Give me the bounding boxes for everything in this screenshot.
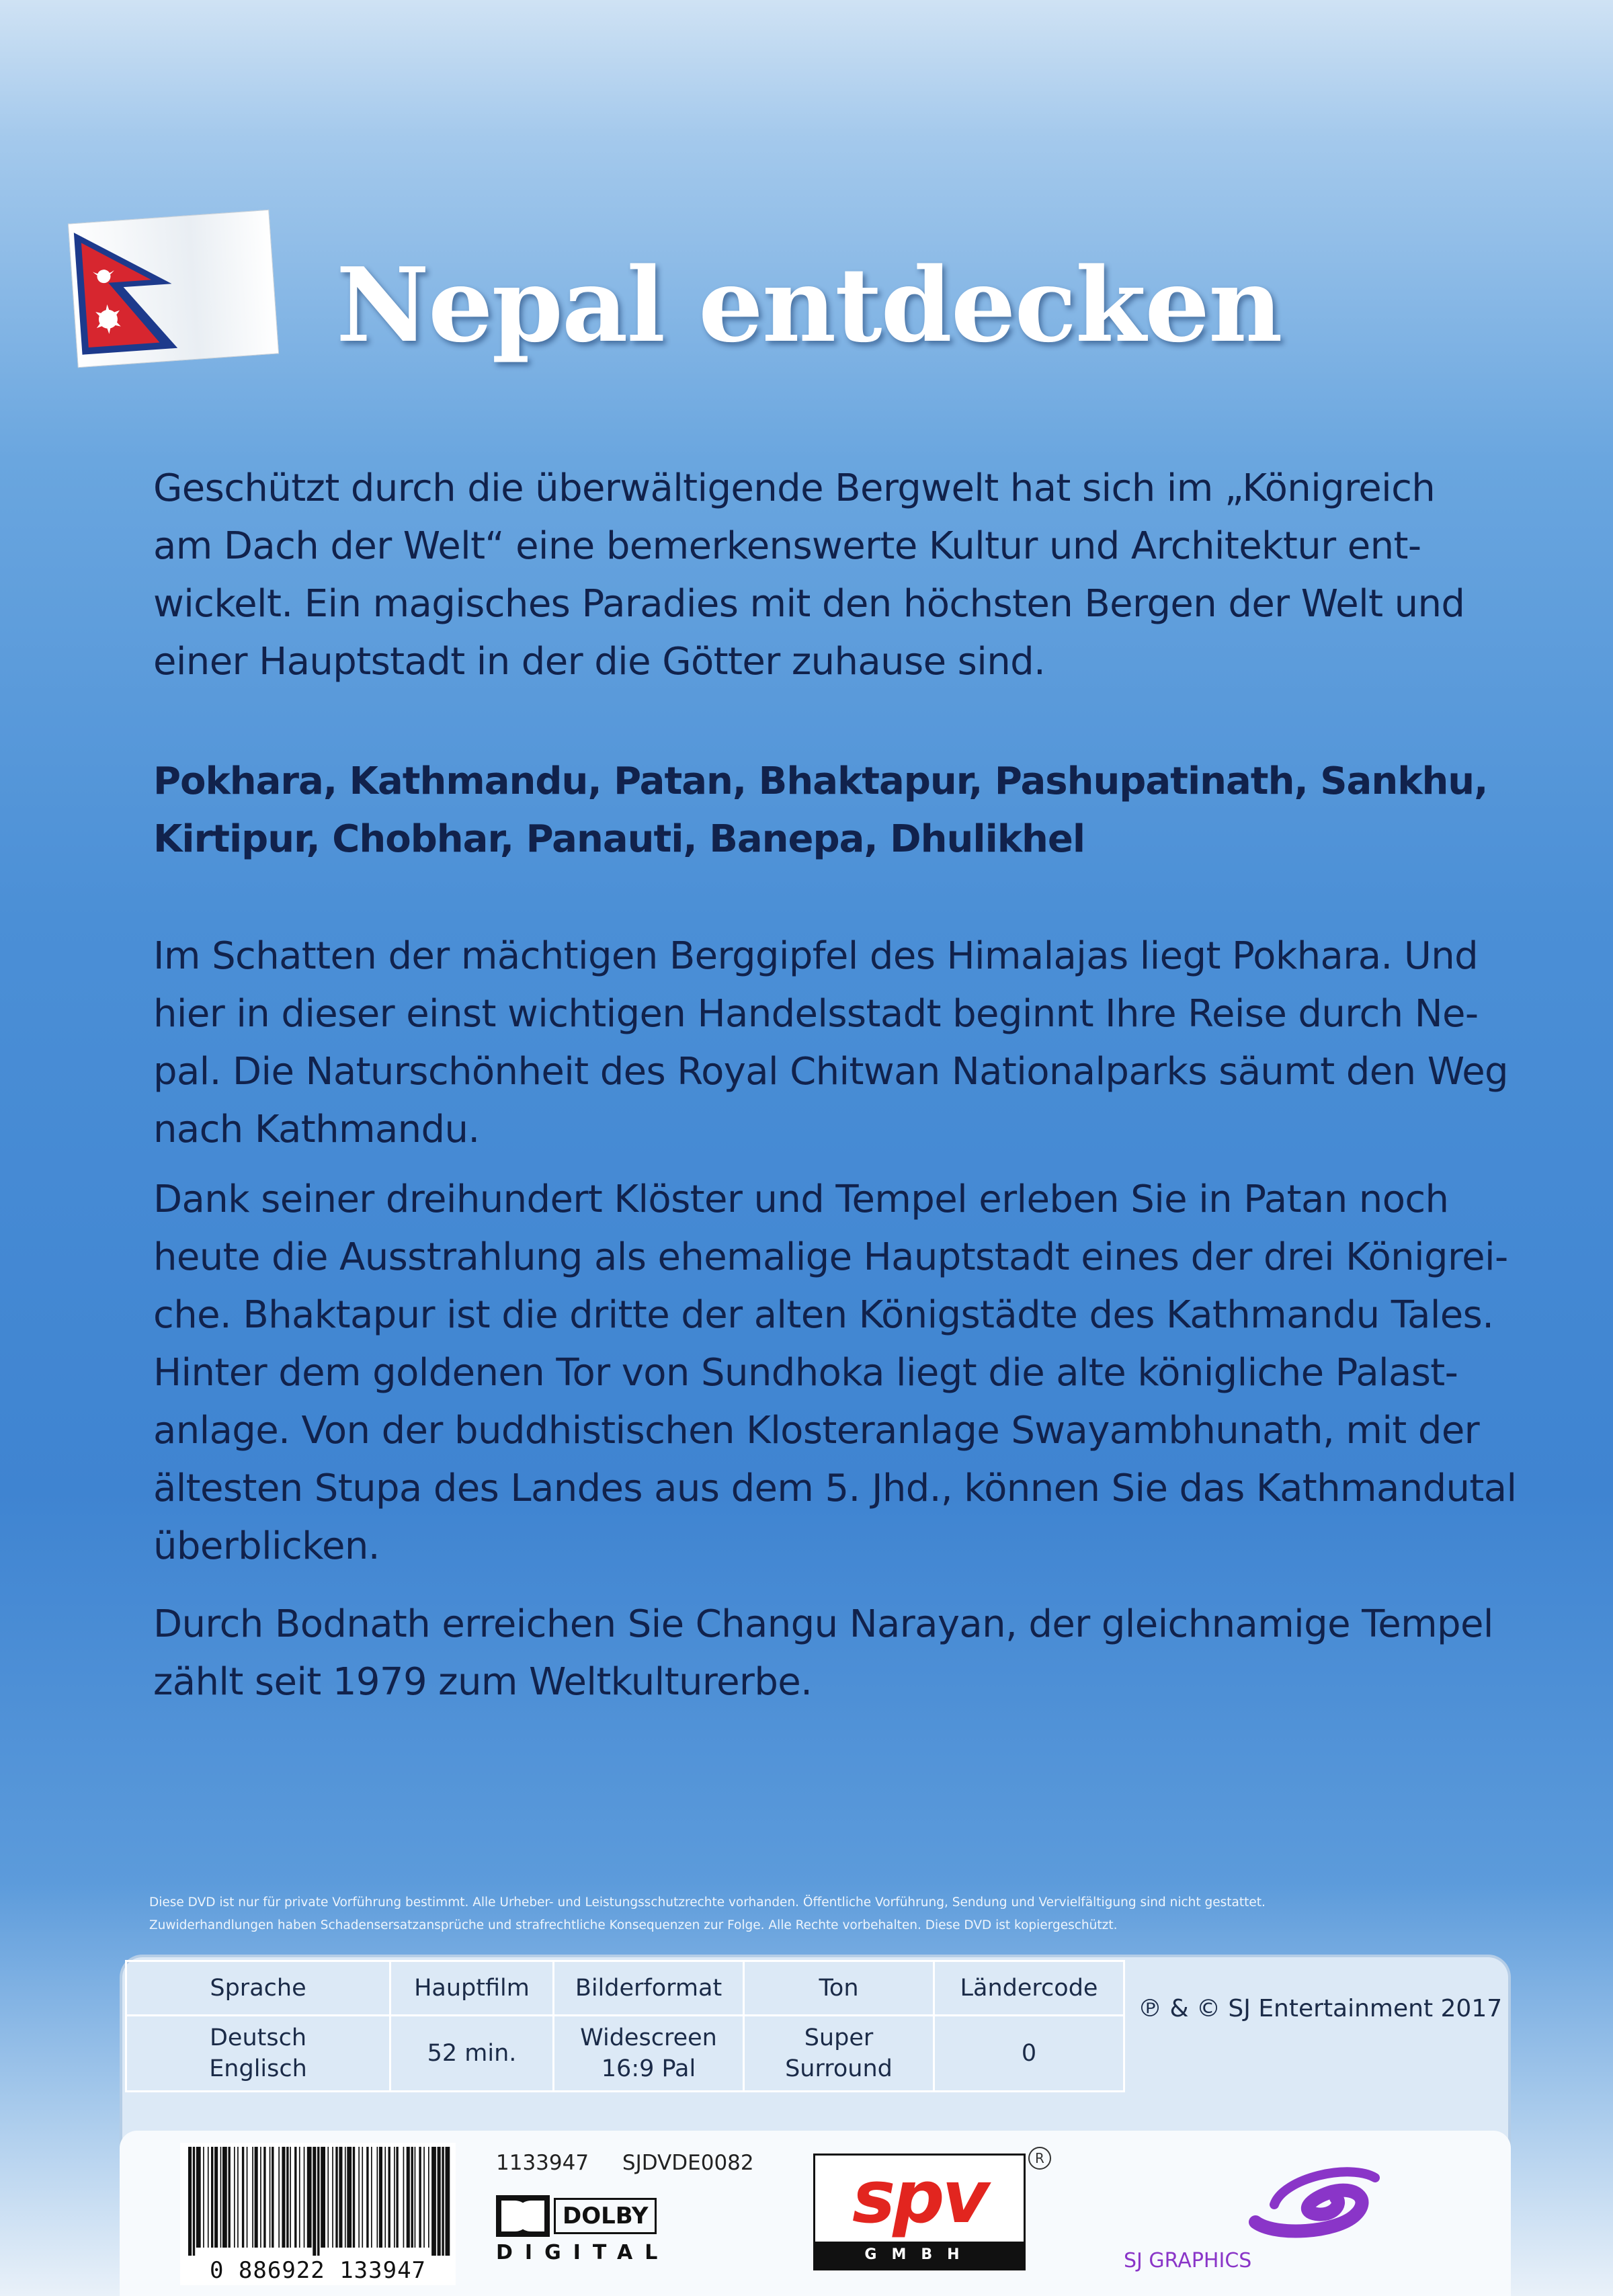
barcode-bar [252,2147,253,2248]
barcode-bar [419,2147,421,2248]
barcode-bar [428,2147,429,2248]
sj-graphics-logo-icon [1235,2158,1390,2245]
sj-graphics-label: SJ GRAPHICS [1124,2249,1252,2272]
barcode-bar [304,2147,305,2248]
barcode-bar [313,2147,316,2256]
body-paragraph-1: Im Schatten der mächtigen Berggipfel des Himalajas liegt Pokhara. Und hier in dieser einst wichtigen Handelsstadt beginnt Ihre Reise durch Ne- pal. Die Naturschönheit des Royal Chitwan Nationalparks säumt den Weg nach Kathmandu. [153,934,1508,1151]
copyright-notice: ℗ & © SJ Entertainment 2017 [1138,1995,1503,2022]
barcode-bar [396,2147,398,2248]
barcode-bar [229,2147,231,2248]
barcode-bar [234,2147,235,2248]
barcode-bar [347,2147,351,2248]
nepal-flag-icon [68,210,279,368]
intro-paragraph: Geschützt durch die überwältigende Bergwelt hat sich im „Königreich am Dach der Welt“ eine bemerkenswerte Kultur und Architektur ent- wickelt. Ein magisches Paradies mit den höchsten Bergen der Welt und einer Hauptstadt in der die Götter zuhause sind. [153,466,1465,684]
barcode-bar [290,2147,291,2248]
barcode-bar [371,2147,372,2248]
barcode-bar [282,2147,285,2248]
barcode-bar [327,2147,329,2248]
spec-header-language: Sprache [126,1961,390,2016]
spec-header-format: Bilderformat [554,1961,744,2016]
dolby-digital-label: DIGITAL [496,2241,670,2264]
body-paragraph-3: Durch Bodnath erreichen Sie Changu Narayan, der gleichnamige Tempel zählt seit 1979 zum Weltkulturerbe. [153,1602,1493,1704]
spv-logo-icon [813,2154,1026,2270]
registered-mark: R [1028,2147,1051,2170]
barcode-bar [403,2147,405,2248]
catalog-number: 1133947 SJDVDE0082 [496,2151,754,2175]
barcode-bar [188,2147,192,2256]
barcode-bar [394,2147,395,2248]
barcode-bar [247,2147,248,2248]
barcode-bar [294,2147,296,2248]
barcode-bar [278,2147,280,2248]
spec-header-region: Ländercode [934,1961,1124,2016]
barcode-bar [438,2147,441,2256]
barcode-bar [332,2147,333,2248]
dolby-logo-icon [496,2195,550,2237]
barcode [180,2143,456,2285]
barcode-bar [203,2147,204,2248]
spv-wordmark: spv [852,2156,987,2240]
barcode-bar [270,2147,271,2248]
barcode-bar [286,2147,288,2248]
dolby-wordmark: DOLBY [554,2198,657,2234]
spec-value-row [126,2016,1124,2092]
barcode-bar [214,2147,218,2248]
barcode-bar [415,2147,416,2248]
barcode-number: 0 886922 133947 [209,2257,427,2284]
barcode-icon [180,2143,456,2256]
spec-table [125,1960,1125,2092]
barcode-bar [353,2147,355,2248]
spec-value-format: Widescreen 16:9 Pal [554,2016,744,2092]
legal-notice: Diese DVD ist nur für private Vorführung bestimmt. Alle Urheber- und Leistungsschutzrechte vorhanden. Öffentliche Vorführung, Sendung und Vervielfältigung sind nicht gestattet. Zuwiderhandlungen haben Schadensersatzansprüche und strafrechtliche Konsequenzen zur Folge. Alle Rechte vorbehalten. Diese DVD ist kopiergeschützt. [149,1895,1266,1932]
barcode-bar [208,2147,209,2248]
barcode-bar [423,2147,425,2248]
barcode-bar [237,2147,239,2248]
barcode-bar [263,2147,265,2248]
spec-value-runtime: 52 min. [390,2016,554,2092]
barcode-bar [431,2147,436,2256]
barcode-bar [411,2147,413,2248]
barcode-bar [222,2147,227,2248]
barcode-bar [366,2147,368,2248]
barcode-bar [379,2147,382,2248]
barcode-bar [362,2147,363,2248]
page-title: Nepal entdecken [336,245,1282,365]
barcode-bar [446,2147,450,2256]
barcode-bar [442,2147,444,2256]
barcode-bar [196,2147,201,2248]
spec-header-sound: Ton [744,1961,934,2016]
barcode-bar [335,2147,337,2248]
barcode-bar [307,2147,312,2248]
barcode-bar [260,2147,261,2248]
dolby-logo [496,2195,684,2269]
spec-value-language: Deutsch Englisch [126,2016,390,2092]
barcode-bar [211,2147,213,2248]
barcode-bar [242,2147,244,2248]
barcode-bar [193,2147,195,2256]
barcode-bar [321,2147,325,2248]
spec-header-row [126,1961,1124,2016]
barcode-bar [255,2147,258,2248]
barcode-bar [407,2147,410,2248]
spec-value-sound: Super Surround [744,2016,934,2092]
barcode-bar [358,2147,360,2248]
barcode-bar [345,2147,346,2248]
spec-header-runtime: Hauptfilm [390,1961,554,2016]
spv-gmbh-label: GMBH [815,2242,1024,2268]
logo-panel [120,2131,1511,2296]
places-list: Pokhara, Kathmandu, Patan, Bhaktapur, Pashupatinath, Sankhu, Kirtipur, Chobhar, Panauti, Banepa, Dhulikhel [153,760,1488,861]
barcode-bar [384,2147,386,2248]
spec-value-region: 0 [934,2016,1124,2092]
barcode-bar [220,2147,222,2248]
barcode-bar [377,2147,378,2248]
barcode-bar [299,2147,300,2248]
body-paragraph-2: Dank seiner dreihundert Klöster und Tempel erleben Sie in Patan noch heute die Ausstrahlung als ehemalige Hauptstadt eines der drei Königrei- che. Bhaktapur ist die dritte der alten Königstädte des Kathmandu Tales. Hinter dem goldenen Tor von Sundhoka liegt die alte königliche Palast- anlage. Von der buddhistischen Klosteranlage Swayambhunath, mit der ältesten Stupa des Landes aus dem 5. Jhd., können Sie das Kathmandutal überblicken. [153,1178,1517,1568]
barcode-bar [272,2147,274,2248]
barcode-bar [317,2147,319,2256]
barcode-bar [388,2147,390,2248]
barcode-bar [339,2147,342,2248]
spec-panel [120,1955,1511,2296]
